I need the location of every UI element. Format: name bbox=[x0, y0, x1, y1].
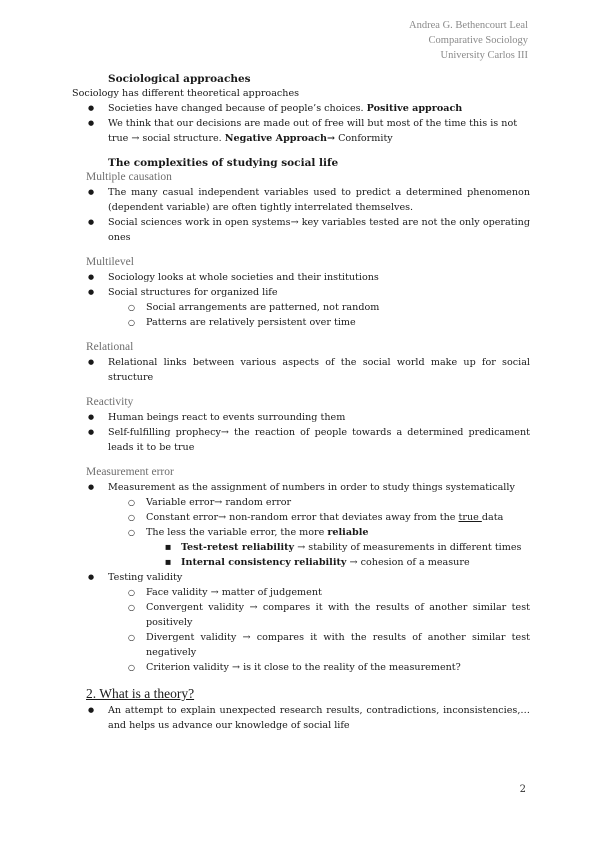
complexities-title: The complexities of studying social life bbox=[108, 157, 339, 169]
relational-heading: Relational bbox=[86, 341, 134, 353]
list-item: ● Social sciences work in open systems→ key variables tested are not the only operating ones bbox=[86, 215, 530, 245]
list-item: ● Relational links between various aspects of the social world make up for social structure bbox=[86, 355, 530, 385]
list-item: ○ Variable error→ random error bbox=[86, 495, 530, 510]
list-item: ● Self-fulfilling prophecy→ the reaction of people towards a determined predicament leads it to be true bbox=[86, 425, 530, 455]
multilevel-list bbox=[86, 270, 530, 330]
list-item: ○ Convergent validity → compares it with the results of another similar test positively bbox=[86, 600, 530, 630]
list-item: ■ Test-retest reliability → stability of measurements in different times bbox=[86, 540, 530, 555]
list-item: ○ Criterion validity → is it close to the reality of the measurement? bbox=[86, 660, 530, 675]
list-item: ○ Divergent validity → compares it with the results of another similar test negatively bbox=[86, 630, 530, 660]
header-author: Andrea G. Bethencourt Leal bbox=[409, 20, 528, 31]
measurement-list bbox=[86, 480, 530, 675]
page-number: 2 bbox=[519, 784, 526, 795]
list-item: ○ The less the variable error, the more reliable bbox=[86, 525, 530, 540]
header-university: University Carlos III bbox=[440, 50, 528, 61]
reactivity-heading: Reactivity bbox=[86, 396, 134, 408]
list-item: ● Social structures for organized life bbox=[86, 285, 530, 300]
list-item: ● Testing validity bbox=[86, 570, 530, 585]
list-item: ○ Face validity → matter of judgement bbox=[86, 585, 530, 600]
measurement-heading: Measurement error bbox=[86, 466, 174, 478]
header-course: Comparative Sociology bbox=[428, 35, 528, 46]
multiple-causation-list bbox=[86, 185, 530, 245]
list-item: ● We think that our decisions are made out of free will but most of the time this is not true → social structure. Negative Approach→ Conformity bbox=[86, 116, 530, 146]
list-item: ■ Internal consistency reliability → cohesion of a measure bbox=[86, 555, 530, 570]
page-header bbox=[409, 18, 528, 63]
list-item: ○ Constant error→ non-random error that deviates away from the true data bbox=[86, 510, 530, 525]
list-item: ● The many casual independent variables used to predict a determined phenomenon (dependent variable) are often tightly interrelated themselves. bbox=[86, 185, 530, 215]
page-content bbox=[72, 72, 530, 733]
approaches-title: Sociological approaches bbox=[108, 73, 251, 85]
list-item: ● Sociology looks at whole societies and their institutions bbox=[86, 270, 530, 285]
theory-list bbox=[86, 703, 530, 733]
list-item: ○ Patterns are relatively persistent over time bbox=[86, 315, 530, 330]
multiple-causation-heading: Multiple causation bbox=[86, 171, 172, 183]
multilevel-heading: Multilevel bbox=[86, 256, 134, 268]
theory-heading: 2. What is a theory? bbox=[86, 686, 195, 701]
list-item: ● An attempt to explain unexpected research results, contradictions, inconsistencies,… and helps us advance our knowledge of social life bbox=[86, 703, 530, 733]
reactivity-list bbox=[86, 410, 530, 455]
list-item: ● Measurement as the assignment of numbers in order to study things systematically bbox=[86, 480, 530, 495]
relational-list bbox=[86, 355, 530, 385]
list-item: ○ Social arrangements are patterned, not random bbox=[86, 300, 530, 315]
list-item: ● Human beings react to events surrounding them bbox=[86, 410, 530, 425]
list-item: ● Societies have changed because of people’s choices. Positive approach bbox=[86, 101, 530, 116]
approaches-intro: Sociology has different theoretical approaches bbox=[72, 88, 300, 99]
approaches-list bbox=[86, 101, 530, 146]
